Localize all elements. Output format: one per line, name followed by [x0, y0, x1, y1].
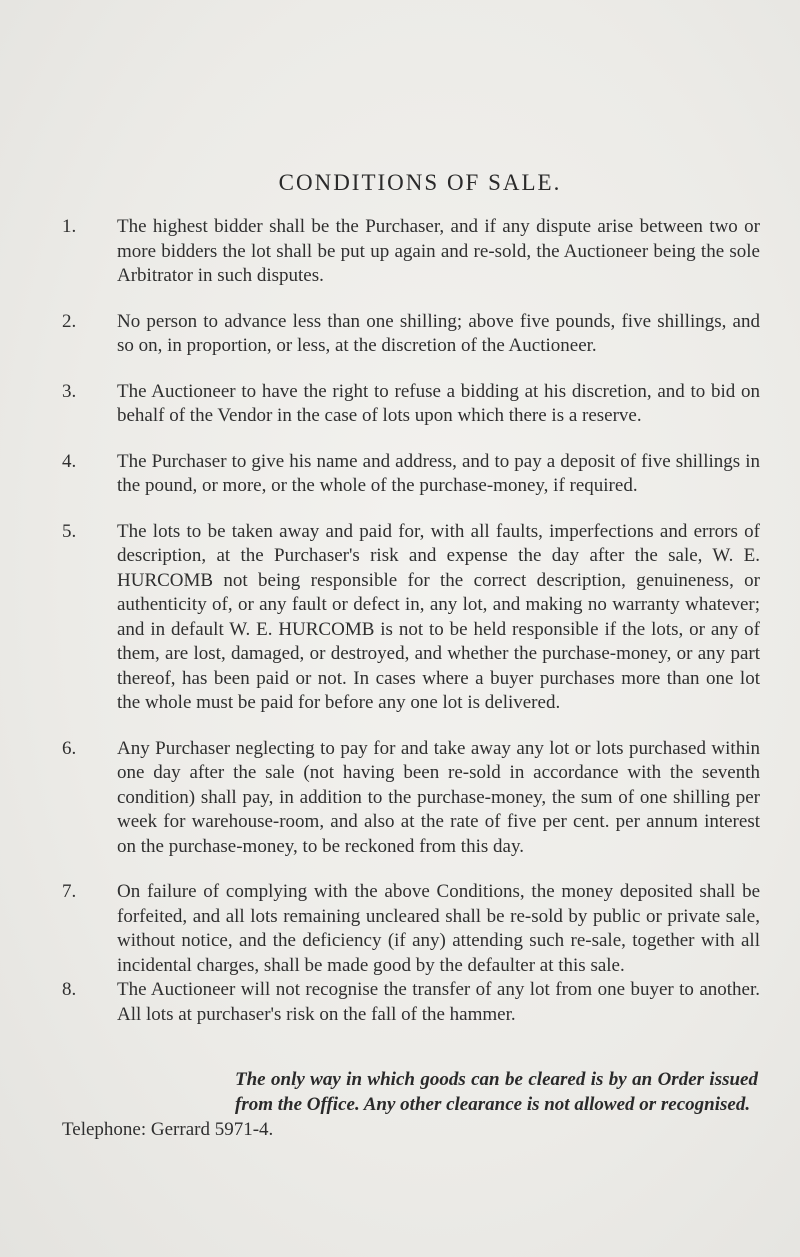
page-title: CONDITIONS OF SALE. [278, 170, 562, 195]
condition-item [0, 450, 800, 499]
condition-text: The lots to be taken away and paid for, with all faults, imperfections and errors of description, at the Purchaser's risk and expense the day after the sale, W. E. HURCOMB not being responsible for the correct description, genuineness, or authenticity of, or any fault or defect in, any lot, and making no warranty whatever; and in default W. E. HURCOMB is not to be held responsible if the lots, or any of them, are lost, damaged, or destroyed, and whether the purchase-money, or any part thereof, has been paid or not. In cases where a buyer purchases more than one lot the whole must be paid for before any one lot is delivered. [117, 520, 760, 713]
condition-text: Any Purchaser neglecting to pay for and take away any lot or lots purchased within one day after the sale (not having been re-sold in accordance with the seventh condition) shall pay, in addition to the purchase-money, the sum of one shilling per week for warehouse-room, and also at the rate of five per cent. per annum interest on the purchase-money, to be reckoned from this day. [117, 737, 760, 857]
condition-item [0, 310, 800, 359]
condition-number: 6. [62, 737, 77, 759]
condition-number: 8. [62, 979, 77, 1000]
condition-number: 2. [62, 310, 77, 332]
condition-number: 5. [62, 520, 77, 542]
telephone-line: Telephone: Gerrard 5971-4. [62, 1119, 274, 1140]
condition-number: 3. [62, 380, 77, 402]
condition-text: On failure of complying with the above Conditions, the money deposited shall be forfeited, and all lots remaining uncleared shall be re-sold by public or private sale, without notice, and the deficiency (if any) attending such re-sale, together with all incidental charges, shall be made good by the defaulter at this sale. [117, 881, 760, 976]
condition-number: 7. [62, 881, 77, 902]
condition-text: The highest bidder shall be the Purchaser, and if any dispute arise between two or more bidders the lot shall be put up again and re-sold, the Auctioneer being the sole Arbitrator in such disputes. [117, 216, 760, 286]
condition-text: The Auctioneer to have the right to refuse a bidding at his discretion, and to bid on behalf of the Vendor in the case of lots upon which there is a reserve. [117, 380, 760, 426]
condition-text: The Auctioneer will not recognise the transfer of any lot from one buyer to another. All lots at purchaser's risk on the fall of the hammer. [117, 979, 760, 1025]
clearance-notice: The only way in which goods can be cleared is by an Order issued from the Office. Any other clearance is not allowed or recognised. [235, 1069, 758, 1115]
condition-item [0, 215, 800, 289]
condition-item [0, 380, 800, 429]
condition-item [0, 978, 800, 1027]
condition-text: The Purchaser to give his name and address, and to pay a deposit of five shillings in the pound, or more, or the whole of the purchase-money, if required. [117, 450, 760, 496]
condition-text: No person to advance less than one shilling; above five pounds, five shillings, and so on, in proportion, or less, at the discretion of the Auctioneer. [117, 310, 760, 356]
condition-item [0, 520, 800, 716]
condition-number: 4. [62, 450, 77, 472]
conditions-list [0, 215, 800, 1033]
condition-item [0, 880, 800, 978]
condition-number: 1. [62, 216, 77, 237]
document-footer [0, 1067, 800, 1142]
condition-item [0, 737, 800, 860]
